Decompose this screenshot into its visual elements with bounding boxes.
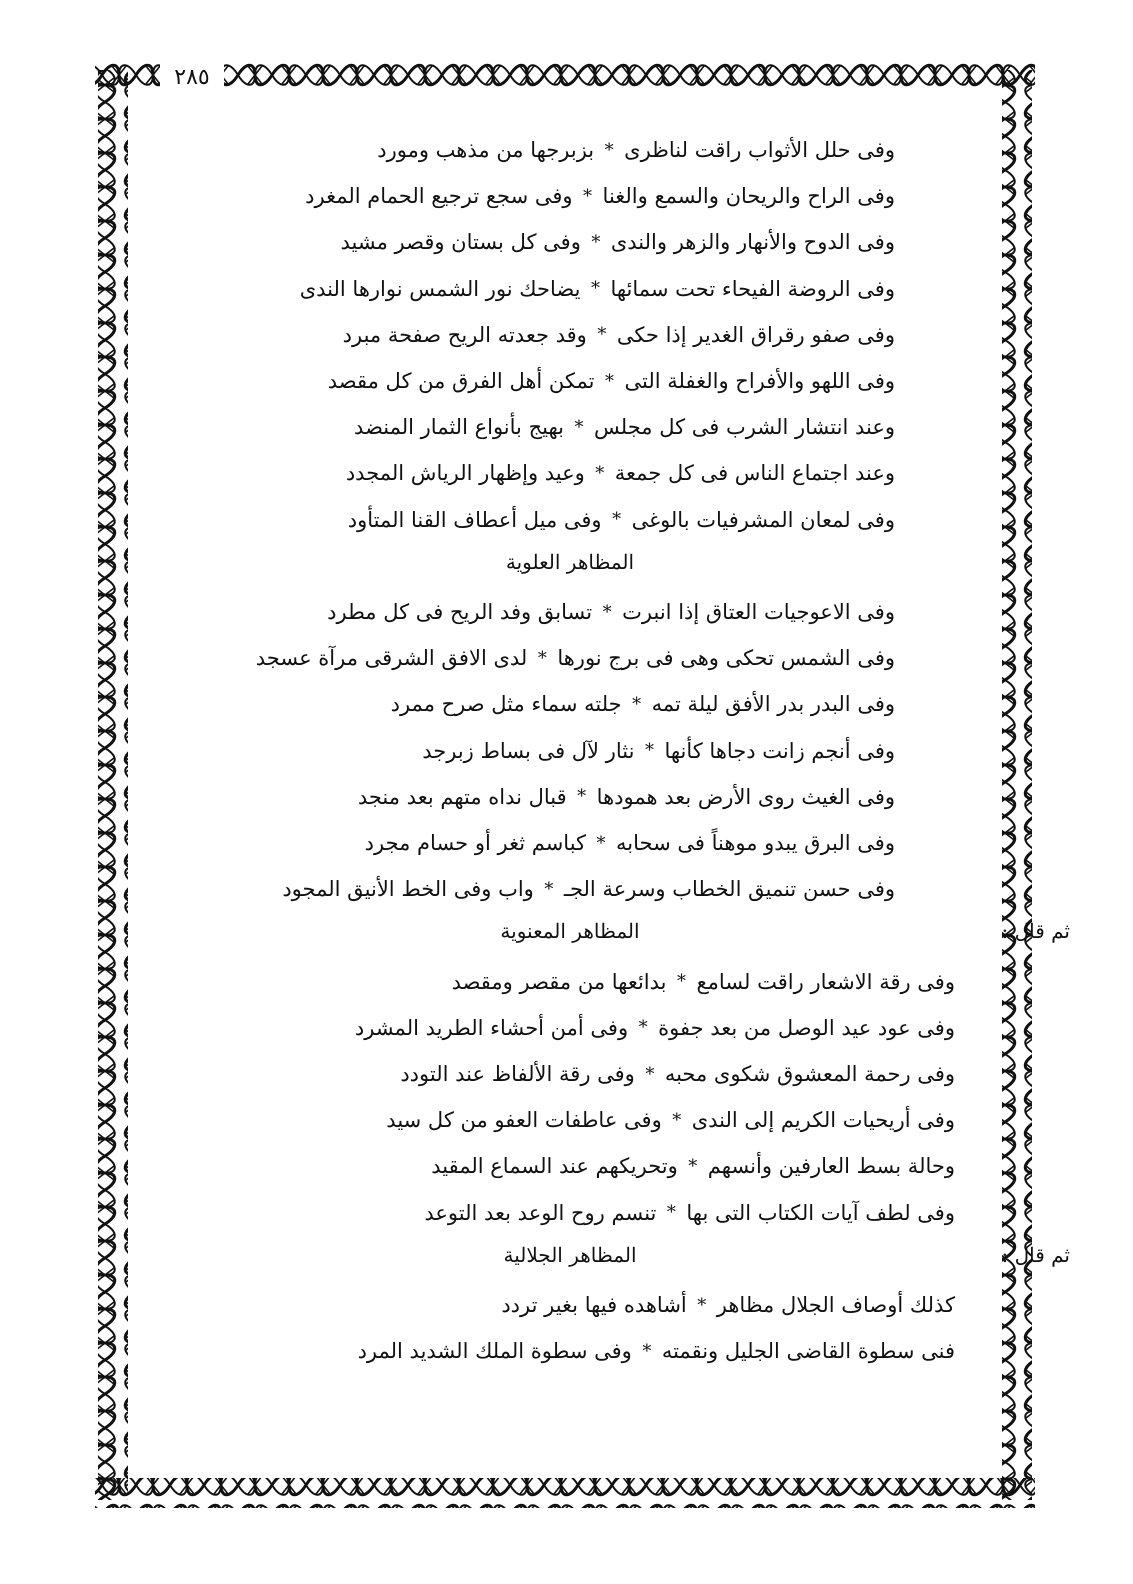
- verse-line: [365, 823, 895, 863]
- second-hemistich: وفى ميل أعطاف القنا المتأود: [347, 507, 602, 532]
- second-hemistich: قبال نداه متهم بعد منجد: [357, 784, 567, 809]
- second-hemistich: وفى سجع ترجيع الحمام المغرد: [305, 184, 573, 209]
- then-he-said-label: ثم قال :: [1001, 919, 1070, 944]
- first-hemistich: وفى حسن تنميق الخطاب وسرعة الجـ: [563, 877, 895, 902]
- verse-line: [391, 684, 895, 724]
- verse-line: [328, 361, 895, 401]
- first-hemistich: وفى الروضة الفيحاء تحت سمائها: [610, 276, 895, 301]
- first-hemistich: وفى الغيث روى الأرض بعد همودها: [596, 784, 895, 809]
- first-hemistich: وفى الراح والريحان والسمع والغنا: [602, 184, 895, 209]
- verse-line: [346, 453, 895, 493]
- verse-line: [400, 1054, 955, 1094]
- second-hemistich: بدائعها من مقصر ومقصد: [451, 969, 667, 994]
- verse-line: [358, 777, 895, 817]
- verse-line: [327, 592, 895, 632]
- second-hemistich: وتحريكهم عند السماع المقيد: [431, 1154, 678, 1179]
- verse-separator-star: *: [602, 601, 612, 623]
- first-hemistich: وفى اللهو والأفراح والغفلة التى: [624, 369, 895, 393]
- second-hemistich: وقد جعدته الريح صفحة مبرد: [342, 322, 587, 347]
- first-hemistich: وفى رقة الاشعار راقت لسامع: [696, 969, 955, 994]
- verse-separator-star: *: [645, 1063, 655, 1085]
- section-heading: المظاهر العلوية: [505, 549, 635, 574]
- verse-separator-star: *: [583, 185, 593, 207]
- verse-separator-star: *: [574, 416, 584, 438]
- first-hemistich: كذلك أوصاف الجلال مظاهر: [716, 1293, 955, 1317]
- first-hemistich: وفى الاعوجيات العتاق إذا انبرت: [622, 600, 895, 624]
- section-heading: المظاهر المعنوية: [500, 919, 640, 944]
- first-hemistich: وفى أريحيات الكريم إلى الندى: [691, 1108, 955, 1133]
- first-hemistich: وفى الشمس تحكى وهى فى برج نورها: [557, 646, 895, 671]
- first-hemistich: وفى لطف آيات الكتاب التى بها: [686, 1200, 955, 1225]
- first-hemistich: وفى لمعان المشرفيات بالوغى: [631, 507, 895, 532]
- verse-separator-star: *: [596, 832, 606, 854]
- first-hemistich: وفى صفو رقراق الغدير إذا حكى: [616, 322, 895, 347]
- verse-separator-star: *: [644, 740, 654, 762]
- verse-separator-star: *: [672, 1109, 682, 1131]
- first-hemistich: وعند اجتماع الناس فى كل جمعة: [614, 461, 895, 486]
- verse-separator-star: *: [590, 278, 600, 300]
- section-heading-row: [150, 915, 1070, 955]
- second-hemistich: لدى الافق الشرقى مرآة عسجد: [255, 646, 528, 671]
- second-hemistich: تنسم روح الوعد بعد التوعد: [424, 1200, 657, 1225]
- first-hemistich: وفى حلل الأثواب راقت لناظرى: [624, 138, 895, 162]
- verse-line: [452, 962, 955, 1002]
- verse-line: [343, 315, 895, 355]
- second-hemistich: كباسم ثغر أو حسام مجرد: [364, 831, 587, 855]
- second-hemistich: نثار لآل فى بساط زبرجد: [422, 738, 635, 763]
- verse-line: [354, 407, 895, 447]
- verse-line: [501, 1285, 955, 1325]
- first-hemistich: وفى عود عيد الوصل من بعد جفوة: [658, 1015, 955, 1040]
- verse-line: [348, 500, 895, 540]
- verse-separator-star: *: [544, 878, 554, 900]
- verse-separator-star: *: [666, 1202, 676, 1224]
- verse-separator-star: *: [591, 231, 601, 253]
- first-hemistich: وفى رحمة المعشوق شكوى محبه: [664, 1062, 955, 1086]
- second-hemistich: وعيد وإظهار الرياش المجدد: [345, 461, 585, 486]
- verse-separator-star: *: [612, 509, 622, 531]
- section-heading-row: [150, 546, 990, 586]
- verse-separator-star: *: [688, 1155, 698, 1177]
- second-hemistich: وفى سطوة الملك الشديد المرد: [357, 1339, 632, 1364]
- second-hemistich: وفى رقة الألفاظ عند التودد: [400, 1062, 635, 1086]
- page-number: ٢٨٥: [160, 60, 224, 96]
- verse-separator-star: *: [632, 693, 642, 715]
- second-hemistich: وفى عاطفات العفو من كل سيد: [386, 1108, 662, 1133]
- verse-line: [256, 638, 895, 678]
- verse-separator-star: *: [638, 1017, 648, 1039]
- first-hemistich: وعند انتشار الشرب فى كل مجلس: [594, 415, 895, 440]
- first-hemistich: وحالة بسط العارفين وأنسهم: [707, 1154, 955, 1179]
- verse-line: [422, 731, 895, 771]
- first-hemistich: فنى سطوة القاضى الجليل ونقمته: [661, 1339, 955, 1364]
- verse-separator-star: *: [604, 139, 614, 161]
- first-hemistich: وفى الدوح والأنهار والزهر والندى: [610, 230, 895, 255]
- verse-separator-star: *: [537, 647, 547, 669]
- verse-line: [305, 176, 895, 216]
- verse-line: [282, 869, 895, 909]
- verse-line: [377, 130, 895, 170]
- first-hemistich: وفى البرق يبدو موهناً فى سحابه: [616, 831, 895, 855]
- verse-separator-star: *: [577, 786, 587, 808]
- verse-separator-star: *: [642, 1340, 652, 1362]
- verse-line: [341, 222, 896, 262]
- verse-line: [431, 1146, 955, 1186]
- verse-line: [355, 1008, 955, 1048]
- second-hemistich: بهيج بأنواع الثمار المنضد: [354, 415, 564, 440]
- second-hemistich: واب وفى الخط الأنيق المجود: [282, 877, 534, 902]
- verse-line: [424, 1193, 955, 1233]
- verse-separator-star: *: [597, 324, 607, 346]
- first-hemistich: وفى البدر بدر الأفق ليلة تمه: [651, 692, 895, 717]
- second-hemistich: جلته سماء مثل صرح ممرد: [390, 692, 622, 717]
- second-hemistich: تسابق وفد الريح فى كل مطرد: [327, 600, 593, 624]
- second-hemistich: وفى كل بستان وقصر مشيد: [340, 230, 581, 255]
- second-hemistich: بزبرجها من مذهب ومورد: [377, 138, 595, 162]
- second-hemistich: يضاحك نور الشمس نوارها الندى: [299, 276, 581, 301]
- verse-line: [358, 1331, 955, 1371]
- then-he-said-label: ثم قال :: [1001, 1242, 1070, 1267]
- section-heading-row: [150, 1239, 1070, 1279]
- verse-separator-star: *: [595, 462, 605, 484]
- verse-separator-star: *: [677, 971, 686, 993]
- verse-line: [300, 269, 895, 309]
- second-hemistich: أشاهده فيها بغير تردد: [501, 1293, 687, 1317]
- verse-separator-star: *: [605, 370, 615, 392]
- verse-line: [386, 1100, 955, 1140]
- second-hemistich: تمكن أهل الفرق من كل مقصد: [327, 369, 595, 393]
- first-hemistich: وفى أنجم زانت دجاها كأنها: [664, 738, 895, 763]
- section-heading: المظاهر الجلالية: [503, 1242, 637, 1267]
- verse-separator-star: *: [697, 1294, 707, 1316]
- second-hemistich: وفى أمن أحشاء الطريد المشرد: [354, 1015, 629, 1040]
